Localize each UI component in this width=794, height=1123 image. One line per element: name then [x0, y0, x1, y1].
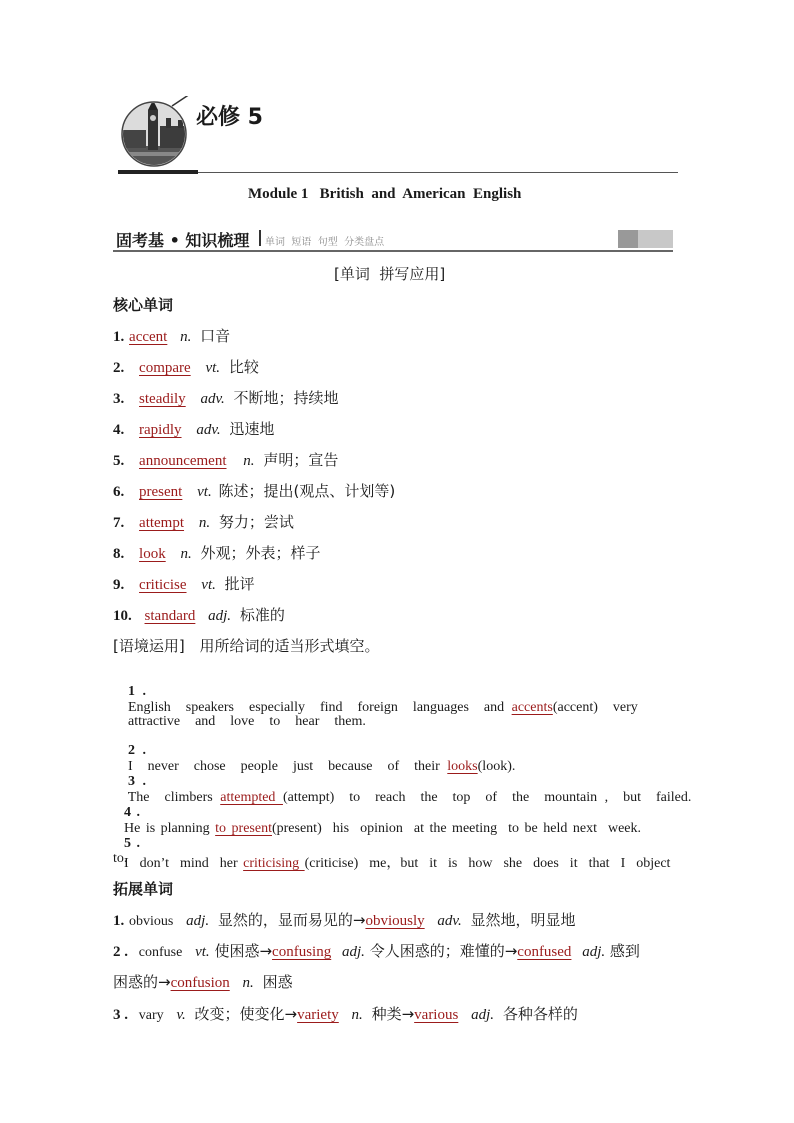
meaning: 令人困惑的；难懂的→ [369, 942, 518, 960]
item-number: 1 . [128, 684, 146, 699]
answer-blank: attempted [220, 790, 283, 805]
answer-blank: confused [517, 944, 572, 960]
answer-blank: criticise [139, 577, 187, 593]
core-word-item [113, 511, 294, 532]
part-of-speech: n. [242, 975, 254, 991]
header-emblem [118, 96, 198, 176]
core-words-heading: 核心单词 [113, 296, 174, 314]
sentence-text: to. [113, 851, 128, 866]
sentence-text: (criticise) me，but it is how she does it that I object [304, 856, 671, 871]
section-bar-block-light [638, 230, 673, 248]
module-title: Module 1 British and American English [248, 186, 522, 202]
sentence-text: (accent) very [552, 700, 638, 715]
answer-blank: accent [129, 329, 168, 345]
meaning: 标准的 [239, 606, 285, 624]
item-number: 3. [113, 391, 125, 407]
section-heading: [单词 拼写应用] [334, 265, 446, 283]
base-word: confuse [138, 945, 183, 960]
context-use-instruction: 用所给词的适当形式填空。 [199, 637, 380, 655]
answer-blank: standard [144, 608, 196, 624]
header-underline [118, 172, 678, 173]
item-number: 7. [113, 515, 125, 531]
answer-blank: present [139, 484, 183, 500]
meaning: 种类→ [371, 1005, 415, 1023]
meaning: 努力；尝试 [218, 513, 294, 531]
sentence-5 [113, 820, 670, 872]
part-of-speech: n. [243, 453, 255, 469]
item-number: 6. [113, 484, 125, 500]
context-use-line [113, 635, 380, 656]
answer-blank: criticising [243, 856, 305, 871]
answer-blank: accents [511, 700, 553, 715]
item-number: 1. [113, 329, 125, 345]
answer-blank: confusion [170, 975, 230, 991]
sentence-5-cont [113, 851, 127, 867]
meaning: 困惑 [262, 973, 293, 991]
core-word-item [113, 356, 259, 377]
answer-blank: steadily [139, 391, 186, 407]
big-ben-icon [118, 96, 198, 176]
item-number: 2 . [113, 944, 128, 960]
sentence-1-cont [113, 698, 366, 730]
answer-blank: various [414, 1007, 459, 1023]
answer-blank: confusing [272, 944, 332, 960]
section-bar-divider [259, 230, 261, 246]
core-word-item [113, 418, 274, 439]
sentence-text: The climbers [127, 790, 221, 805]
extended-item-3 [113, 1003, 578, 1024]
answer-blank: rapidly [139, 422, 182, 438]
part-of-speech: adj. [186, 913, 210, 929]
meaning: 显然的，显而易见的→ [217, 911, 366, 929]
answer-blank: looks [447, 759, 478, 774]
part-of-speech: n. [180, 329, 192, 345]
answer-blank: attempt [139, 515, 185, 531]
meaning: 口音 [200, 327, 231, 345]
extended-words-heading: 拓展单词 [113, 880, 174, 898]
item-number: 8. [113, 546, 125, 562]
core-word-item [113, 573, 255, 594]
item-number: 4 . [124, 805, 140, 820]
meaning: 显然地，明显地 [470, 911, 576, 929]
meaning: 迅速地 [229, 420, 275, 438]
sentence-text: I don’t mind her [124, 856, 244, 871]
item-number: 5 . [124, 836, 140, 851]
item-number: 4. [113, 422, 125, 438]
sentence-text: attractive and love to hear them. [128, 714, 366, 729]
sentence-text: He is planning [124, 821, 216, 836]
meaning: 比较 [228, 358, 259, 376]
section-bar-block-dark [618, 230, 638, 248]
answer-blank: announcement [139, 453, 227, 469]
base-word: vary [138, 1008, 164, 1023]
part-of-speech: vt. [197, 484, 212, 500]
answer-blank: look [139, 546, 166, 562]
answer-blank: variety [297, 1007, 339, 1023]
part-of-speech: vt. [201, 577, 216, 593]
extended-item-2 [113, 940, 640, 961]
section-bar-title: 固考基 • 知识梳理 [116, 231, 250, 250]
item-number: 10. [113, 608, 132, 624]
core-word-item [113, 325, 230, 346]
section-bar [113, 228, 673, 252]
part-of-speech: adj. [342, 944, 365, 960]
base-word: obvious [129, 914, 174, 929]
meaning: 各种各样的 [502, 1005, 578, 1023]
item-number: 1. [113, 913, 125, 929]
part-of-speech: v. [176, 1007, 186, 1023]
part-of-speech: n. [351, 1007, 363, 1023]
item-number: 5. [113, 453, 125, 469]
header-underline-thick [118, 170, 198, 174]
sentence-text: (look). [477, 759, 516, 774]
part-of-speech: adj. [582, 944, 606, 960]
meaning: 声明；宣告 [263, 451, 339, 469]
section-bar-subtitle: 单词 短语 句型 分类盘点 [265, 237, 385, 248]
item-number: 3 . [128, 774, 146, 789]
meaning: 使困惑→ [214, 942, 273, 960]
part-of-speech: adj. [471, 1007, 495, 1023]
meaning: 困惑的→ [113, 973, 171, 991]
item-number: 2 . [128, 743, 146, 758]
meaning: 不断地；持续地 [233, 389, 339, 407]
core-word-item [113, 480, 395, 501]
part-of-speech: adj. [208, 608, 232, 624]
part-of-speech: vt. [205, 360, 221, 376]
answer-blank: to present [215, 821, 272, 836]
core-word-item [113, 542, 321, 563]
core-word-item [113, 449, 338, 470]
answer-blank: compare [139, 360, 191, 376]
core-word-item [113, 604, 285, 625]
book-title: 必修 5 [196, 105, 263, 130]
meaning: 感到 [609, 942, 640, 960]
core-word-item [113, 387, 339, 408]
item-number: 9. [113, 577, 125, 593]
meaning: 外观；外表；样子 [200, 544, 321, 562]
item-number: 3 . [113, 1007, 128, 1023]
item-number: 2. [113, 360, 125, 376]
sentence-text: English speakers especially find foreign languages and [128, 700, 512, 715]
part-of-speech: n. [180, 546, 192, 562]
part-of-speech: n. [198, 515, 211, 531]
extended-item-1 [113, 909, 576, 930]
sentence-text: (present) his opinion at the meeting to be held next week. [271, 821, 642, 836]
context-use-heading: [语境运用] [113, 637, 185, 655]
part-of-speech: adv. [196, 422, 221, 438]
part-of-speech: adv. [437, 913, 462, 929]
part-of-speech: vt. [195, 944, 210, 960]
extended-item-2-cont [113, 971, 293, 992]
part-of-speech: adv. [200, 391, 225, 407]
meaning: 批评 [224, 575, 255, 593]
sentence-text: I never chose people just because of their [128, 759, 448, 774]
answer-blank: obviously [365, 913, 425, 929]
meaning: 陈述；提出(观点、计划等) [218, 482, 396, 500]
sentence-text: (attempt) to reach the top of the mountain , but failed. [282, 790, 692, 805]
meaning: 改变；使变化→ [194, 1005, 298, 1023]
